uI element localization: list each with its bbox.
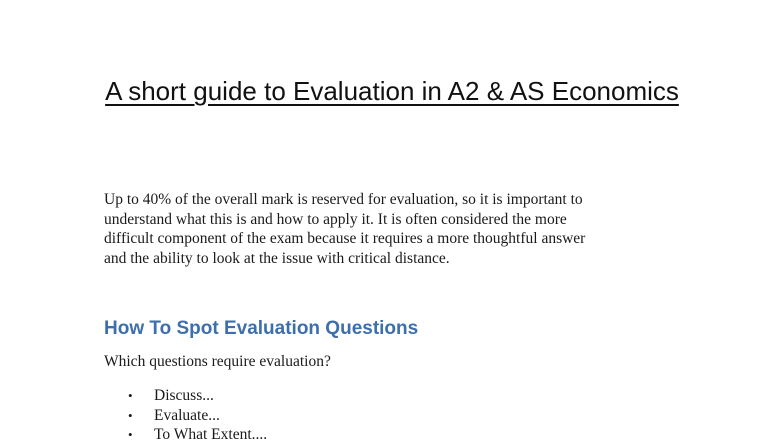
intro-line: and the ability to look at the issue with critical distance. — [104, 249, 450, 267]
list-item — [128, 386, 267, 406]
bullet-icon: • — [128, 388, 133, 403]
section-heading: How To Spot Evaluation Questions — [104, 318, 419, 339]
bullet-icon: • — [128, 407, 133, 423]
list-item — [128, 425, 267, 441]
intro-line: understand what this is and how to apply it. It is often considered the more — [104, 210, 567, 228]
document-title: A short guide to Evaluation in A2 & AS Economics — [105, 76, 679, 106]
bullet-icon: • — [128, 427, 133, 441]
list-item — [128, 406, 267, 426]
intro-line: Up to 40% of the overall mark is reserved for evaluation, so it is important to — [104, 191, 583, 208]
intro-paragraph — [104, 190, 684, 268]
bullet-list — [128, 386, 267, 441]
list-item-text: Discuss... — [154, 387, 214, 404]
list-item-text: Evaluate... — [154, 406, 220, 424]
list-item-text: To What Extent.... — [154, 426, 268, 441]
intro-line: difficult component of the exam because it requires a more thoughtful answer — [104, 230, 586, 247]
section-question: Which questions require evaluation? — [104, 353, 331, 370]
